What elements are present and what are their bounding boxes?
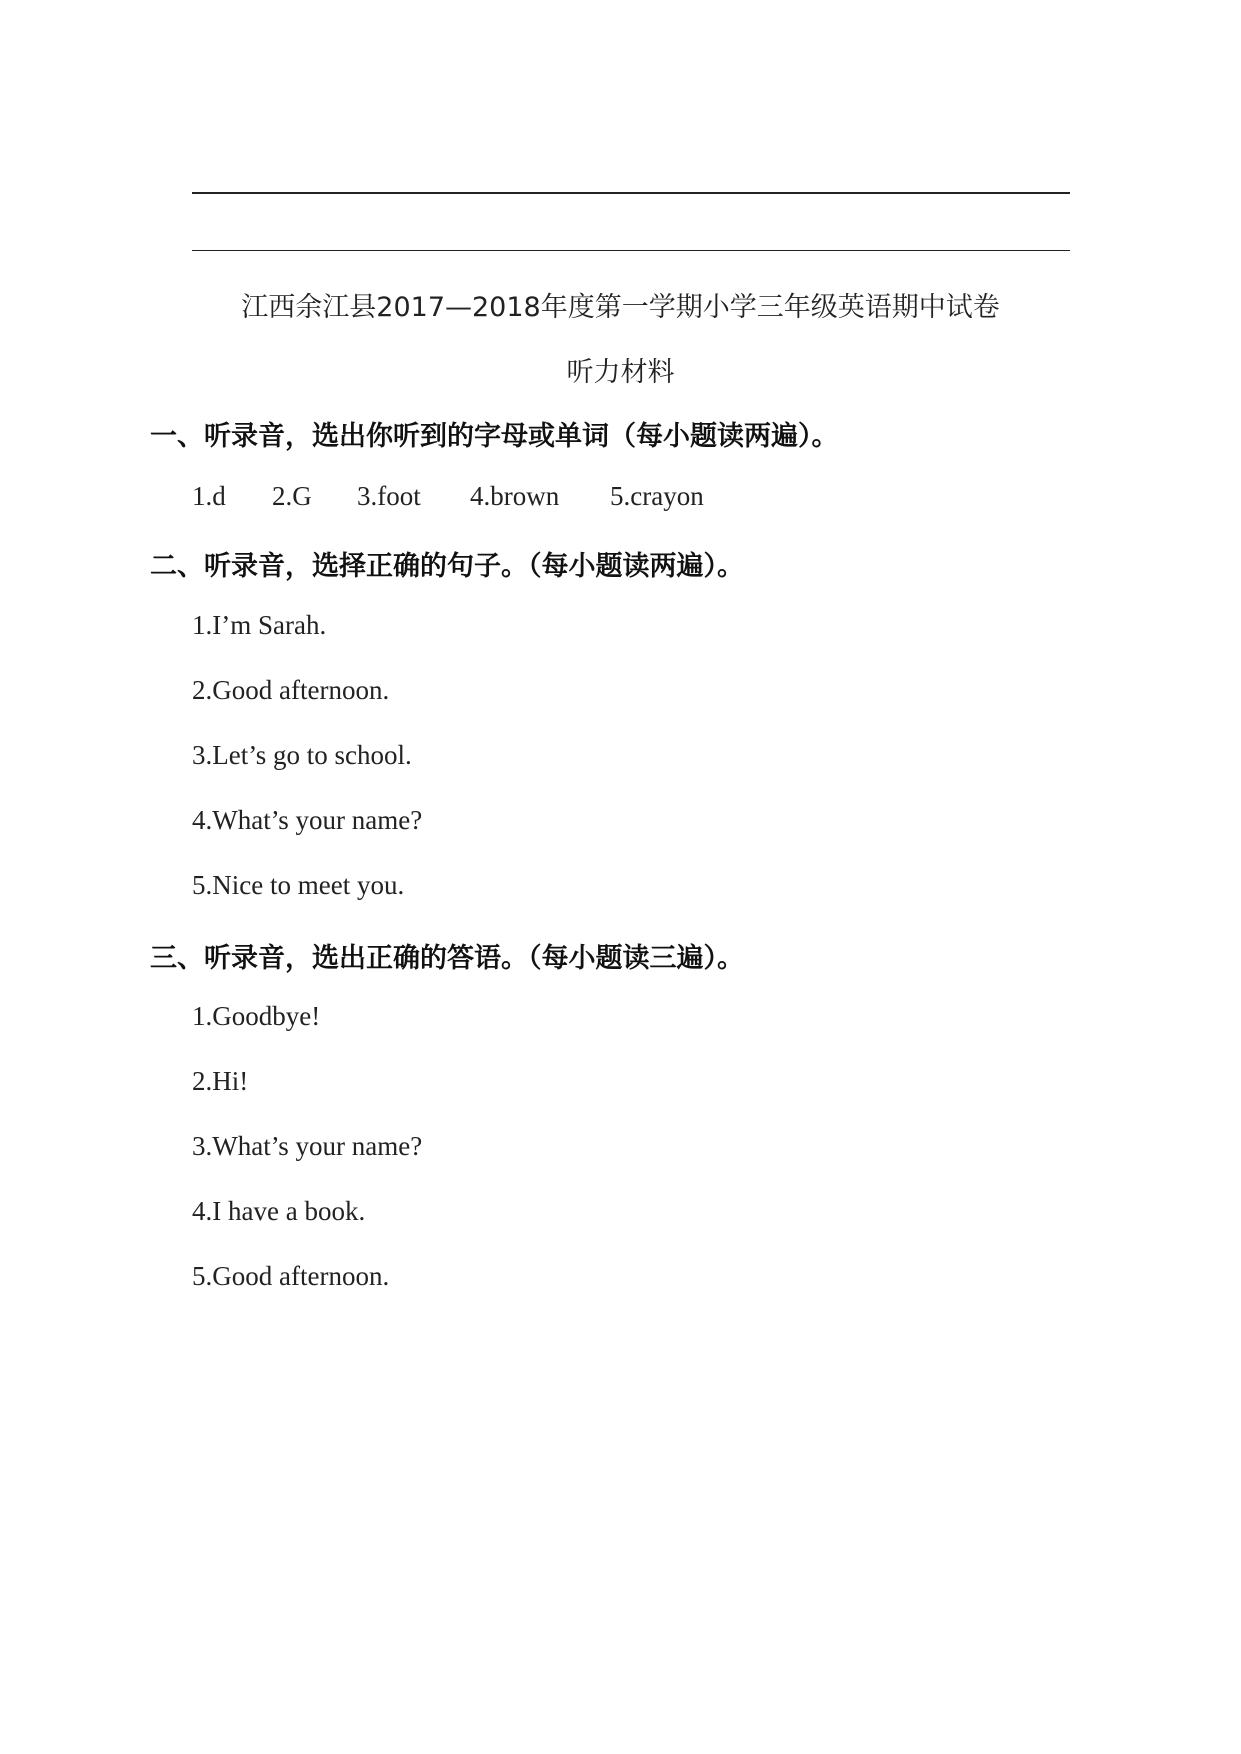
answer-item: 5.crayon [610,481,704,511]
sentence-item: 3.Let’s go to school. [192,740,412,770]
response-item: 1.Goodbye! [192,1001,321,1031]
sentence-item: 4.What’s your name? [192,805,423,835]
response-item: 5.Good afternoon. [192,1261,390,1291]
answer-item: 3.foot [357,481,421,511]
response-item: 2.Hi! [192,1066,249,1096]
response-item: 4.I have a book. [192,1196,366,1226]
answer-item: 2.G [272,481,312,511]
page-subtitle: 听力材料 [566,357,675,388]
sentence-item: 1.I’m Sarah. [192,610,327,640]
answer-item: 1.d [192,481,226,511]
answer-item: 4.brown [470,481,560,511]
page-title: 江西余江县2017—2018年度第一学期小学三年级英语期中试卷 [241,292,1000,323]
second-rule [192,250,1070,251]
sentence-item: 5.Nice to meet you. [192,870,405,900]
section-2-heading: 二、听录音，选择正确的句子。（每小题读两遍）。 [150,551,744,582]
section-3-heading: 三、听录音，选出正确的答语。（每小题读三遍）。 [150,943,744,974]
response-item: 3.What’s your name? [192,1131,423,1161]
top-rule [192,192,1070,194]
sentence-item: 2.Good afternoon. [192,675,390,705]
section-1-heading: 一、听录音，选出你听到的字母或单词（每小题读两遍）。 [150,421,839,452]
